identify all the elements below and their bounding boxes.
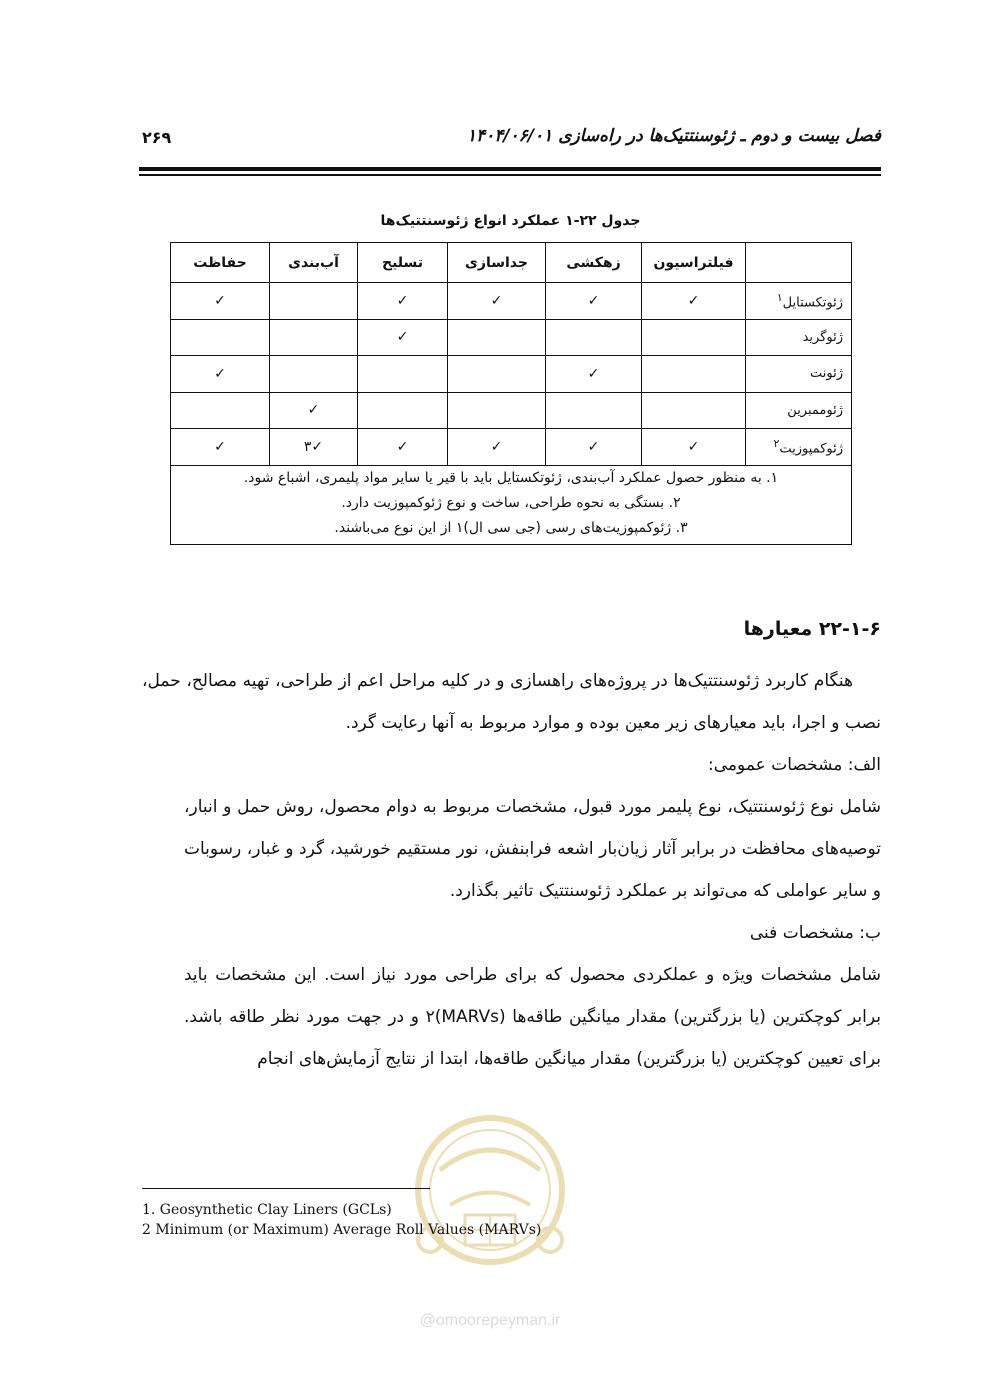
table-cell — [546, 392, 642, 429]
column-header: جداسازی — [448, 243, 546, 283]
footnote-ref: ۲ — [773, 437, 780, 451]
table-row — [171, 429, 852, 466]
table-cell: ✓ — [358, 319, 448, 356]
table-row — [171, 283, 852, 320]
table-cell: ✓ — [642, 429, 746, 466]
column-header: زهکشی — [546, 243, 642, 283]
table-cell: ✓ — [448, 429, 546, 466]
table-cell: ✓ — [546, 283, 642, 320]
table-cell — [448, 356, 546, 393]
running-header-title: فصل بیست و دوم ـ ژئوسنتتیک‌ها در راه‌سازی ۱۴۰۴/۰۶/۰۱ — [466, 126, 881, 146]
table-cell — [171, 392, 270, 429]
table-row — [171, 319, 852, 356]
row-label — [746, 392, 852, 429]
intro-paragraph: هنگام کاربرد ژئوسنتتیک‌ها در پروژه‌های راهسازی و در کلیه مراحل اعم از طراحی، تهیه مصالح، حمل، نصب و اجرا، باید معیارهای زیر معین بوده و موارد مربوط به آنها رعایت گرد. — [142, 671, 881, 733]
table-cell: ✓ — [358, 429, 448, 466]
table-note: ۱. به منظور حصول عملکرد آب‌بندی، ژئوتکستایل باید با قیر یا سایر مواد پلیمری، اشباع شود. — [243, 469, 779, 486]
row-label — [746, 283, 852, 320]
table-note: ۳. ژئوکمپوزیت‌های رسی (جی سی ال)۱ از این نوع می‌باشند. — [334, 519, 688, 536]
footnote-separator — [142, 1188, 430, 1189]
table-notes — [171, 465, 852, 544]
table-cell — [448, 392, 546, 429]
column-header: فیلتراسیون — [642, 243, 746, 283]
column-header — [746, 243, 852, 283]
footnotes — [142, 1200, 541, 1240]
table-cell — [270, 283, 358, 320]
footnote: 2 Minimum (or Maximum) Average Roll Values (MARVs) — [142, 1222, 542, 1238]
table-cell: ✓ — [270, 392, 358, 429]
table-cell: ✓ — [546, 429, 642, 466]
svg-text:@omoorepeyman.ir: @omoorepeyman.ir — [419, 1312, 561, 1329]
table-cell: ✓۳ — [270, 429, 358, 466]
geosynthetic-function-table — [170, 242, 852, 545]
table-cell: ✓ — [448, 283, 546, 320]
row-label-text: ژئوگرید — [802, 329, 843, 345]
table-cell — [358, 356, 448, 393]
item-a-paragraph: شامل نوع ژئوسنتتیک، نوع پلیمر مورد قبول، مشخصات مربوط به دوام محصول، روش حمل و انبار، توصیه‌های محافظت در برابر آثار زیان‌بار اشعه فرابنفش، نور مستقیم خورشید، گرد و غبار، رسوبات و سایر عواملی که می‌تواند بر عملکرد ژئوسنتتیک تاثیر بگذارد. — [184, 797, 881, 901]
item-b-paragraph: شامل مشخصات ویژه و عملکردی محصول که برای طراحی مورد نیاز است. این مشخصات باید برابر کوچکترین (یا بزرگترین) مقدار میانگین طاقه‌ها (MARVs)۲ و در جهت مورد نظر طاقه باشد. برای تعیین کوچکترین (یا بزرگترین) مقدار میانگین طاقه‌ها، ابتدا از نتایج آزمایش‌های انجام — [184, 965, 881, 1069]
table-cell: ✓ — [642, 283, 746, 320]
section-heading: ۲۲-۱-۶ معیارها — [743, 618, 881, 640]
header-rule-thick — [139, 167, 881, 171]
table-cell — [358, 392, 448, 429]
item-b-label: ب: مشخصات فنی — [749, 923, 881, 943]
table-note: ۲. بستگی به نحوه طراحی، ساخت و نوع ژئوکمپوزیت دارد. — [341, 494, 681, 511]
table-notes-row — [171, 465, 852, 544]
table-caption: جدول ۲۲-۱ عملکرد انواع ژئوسنتتیک‌ها — [380, 213, 641, 229]
table-cell: ✓ — [171, 356, 270, 393]
table-cell: ✓ — [171, 429, 270, 466]
column-header: آب‌بندی — [270, 243, 358, 283]
footnote: 1. Geosynthetic Clay Liners (GCLs) — [142, 1202, 392, 1218]
row-label-text: ژئوممبرین — [787, 402, 843, 418]
table-cell — [546, 319, 642, 356]
table-cell: ✓ — [546, 356, 642, 393]
row-label — [746, 429, 852, 466]
item-a-label: الف: مشخصات عمومی: — [708, 755, 881, 775]
column-header: حفاظت — [171, 243, 270, 283]
section-body — [142, 660, 881, 1080]
table-cell — [642, 356, 746, 393]
footnote-ref: ۱ — [776, 291, 783, 305]
table-cell: ✓ — [171, 283, 270, 320]
table-row — [171, 392, 852, 429]
column-header: تسلیح — [358, 243, 448, 283]
table-cell — [270, 356, 358, 393]
row-label — [746, 319, 852, 356]
table-cell — [270, 319, 358, 356]
table-cell: ✓ — [358, 283, 448, 320]
table-header-row — [171, 243, 852, 283]
table-cell — [642, 392, 746, 429]
table-row — [171, 356, 852, 393]
row-label-text: ژئوکمپوزیت — [779, 441, 843, 457]
table-cell — [448, 319, 546, 356]
table-cell — [171, 319, 270, 356]
page-number: ۲۶۹ — [142, 128, 172, 147]
row-label-text: ژئوتکستایل — [782, 295, 843, 311]
row-label-text: ژئونت — [810, 366, 843, 382]
header-rule-thin — [139, 174, 881, 176]
table-cell — [642, 319, 746, 356]
row-label — [746, 356, 852, 393]
